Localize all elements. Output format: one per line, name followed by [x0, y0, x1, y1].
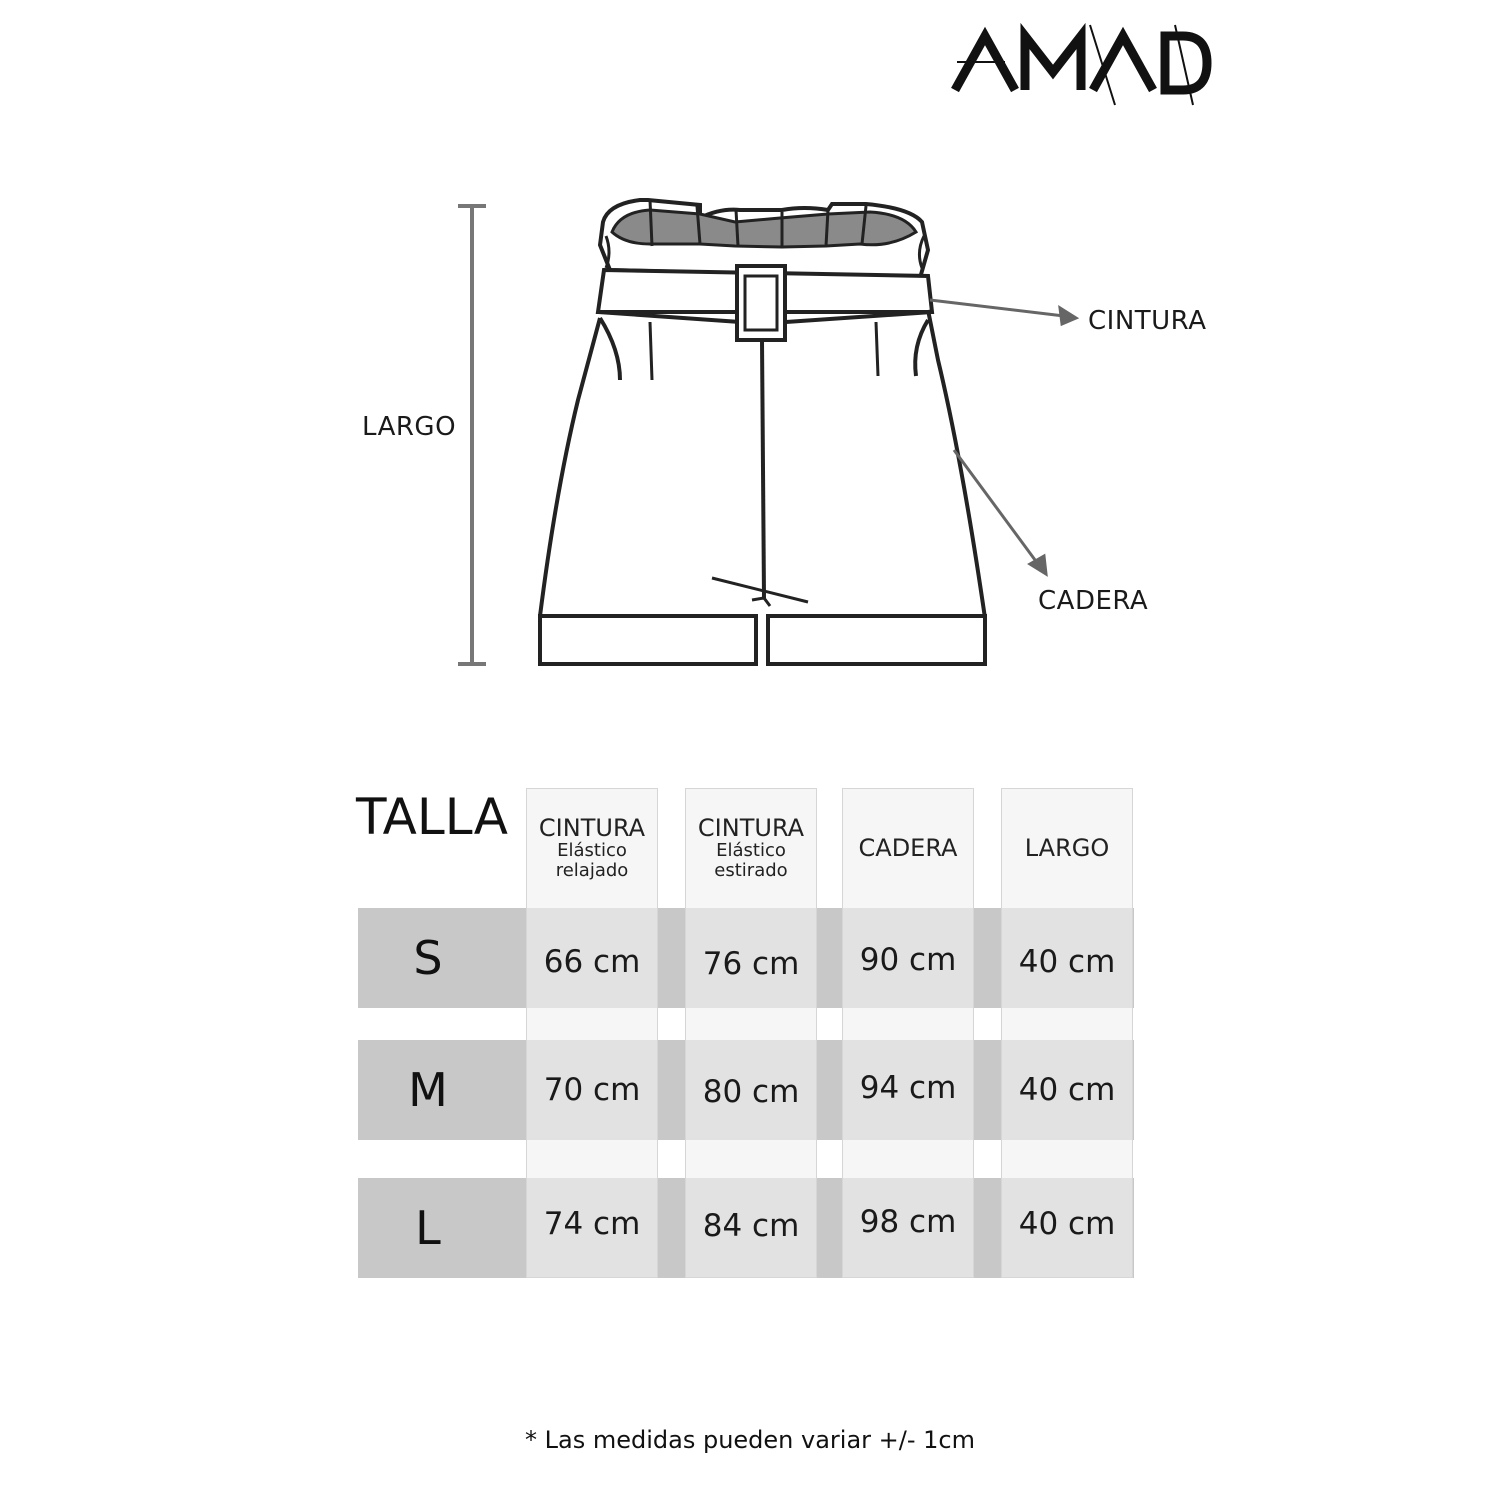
- table-cell: 84 cm: [702, 1208, 800, 1244]
- header-largo: [1001, 788, 1133, 908]
- header-cintura-relajado: [526, 788, 658, 908]
- largo-label: LARGO: [362, 412, 457, 442]
- table-cell: 98 cm: [859, 1204, 957, 1240]
- table-cell: 40 cm: [1018, 944, 1116, 980]
- table-cell: 80 cm: [702, 1074, 800, 1110]
- table-cell: 66 cm: [543, 944, 641, 980]
- header-cadera: [842, 788, 974, 908]
- largo-measure-bar: [458, 206, 486, 664]
- table-cell: 70 cm: [543, 1072, 641, 1108]
- talla-title: TALLA: [356, 788, 508, 846]
- cadera-label: CADERA: [1038, 586, 1149, 616]
- right-cuff: [768, 616, 985, 664]
- table-cell: 76 cm: [702, 946, 800, 982]
- header-main: CADERA: [858, 834, 958, 862]
- belt-buckle: [737, 266, 785, 340]
- size-label-l: L: [415, 1201, 441, 1255]
- header-main: CINTURA: [697, 814, 805, 842]
- shorts-diagram: [0, 0, 1500, 720]
- cintura-arrow: [930, 300, 1076, 324]
- cintura-label: CINTURA: [1088, 306, 1207, 336]
- footnote: * Las medidas pueden variar +/- 1cm: [525, 1426, 975, 1454]
- shorts-body: [540, 310, 985, 618]
- header-sub: relajado: [555, 860, 629, 881]
- table-cell: 40 cm: [1018, 1206, 1116, 1242]
- size-label-s: S: [413, 931, 443, 985]
- header-sub: estirado: [714, 860, 788, 881]
- table-cell: 40 cm: [1018, 1072, 1116, 1108]
- header-sub: Elástico: [716, 840, 786, 861]
- table-cell: 94 cm: [859, 1070, 957, 1106]
- header-cintura-estirado: [685, 788, 817, 908]
- left-cuff: [540, 616, 756, 664]
- size-label-m: M: [408, 1063, 448, 1117]
- header-sub: Elástico: [557, 840, 627, 861]
- header-main: CINTURA: [538, 814, 646, 842]
- table-cell: 74 cm: [543, 1206, 641, 1242]
- table-cell: 90 cm: [859, 942, 957, 978]
- header-main: LARGO: [1024, 834, 1110, 862]
